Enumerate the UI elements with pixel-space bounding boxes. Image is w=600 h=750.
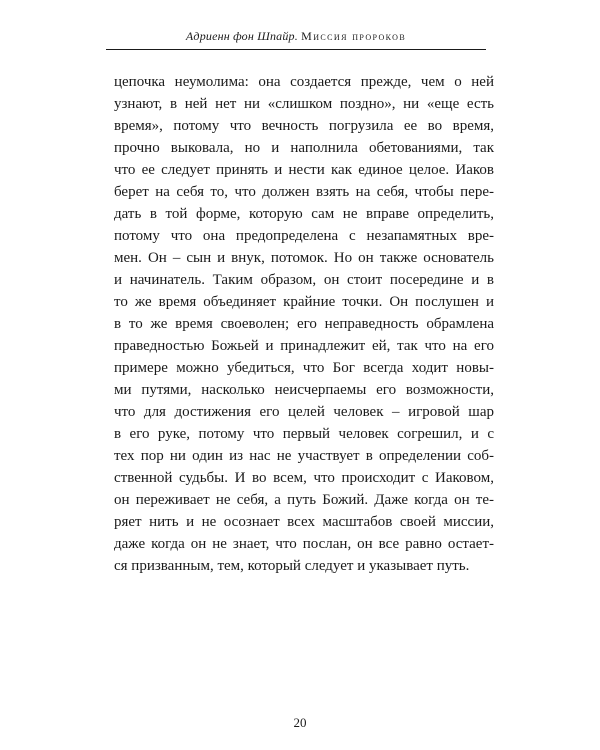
- text-line: прочно выковала, но и наполнила обетованиями, так: [114, 140, 494, 156]
- text-line: время», потому что вечность погрузила ее во время,: [114, 118, 494, 134]
- running-head-title: Миссия пророков: [301, 29, 407, 43]
- text-line: цепочка неумолима: она создается прежде, чем о ней: [114, 74, 494, 90]
- text-line: он переживает не себя, а путь Божий. Даже когда он те-: [114, 492, 494, 508]
- text-line: ряет нить и не осознает всех масштабов своей миссии,: [114, 514, 494, 530]
- text-line: и начинатель. Таким образом, он стоит посередине и в: [114, 272, 494, 288]
- text-line: праведностью Божьей и принадлежит ей, так что на его: [114, 338, 494, 354]
- text-line: в его руке, потому что первый человек согрешил, и с: [114, 426, 494, 442]
- text-line: то же время объединяет крайние точки. Он послушен и: [114, 294, 494, 310]
- page-number: 20: [293, 715, 307, 730]
- text-line: потому что она предопределена с незапамятных вре-: [114, 228, 494, 244]
- text-line: примере можно убедиться, что Бог всегда ходит новы-: [114, 360, 494, 376]
- text-line: ми путями, насколько неисчерпаемы его возможности,: [114, 382, 494, 398]
- text-line: ственной судьбы. И во всем, что происходит с Иаковом,: [114, 470, 494, 486]
- running-head: [106, 29, 486, 44]
- text-line: ся призванным, тем, который следует и указывает путь.: [114, 558, 470, 574]
- text-line: в то же время своеволен; его неправедность обрамлена: [114, 316, 494, 332]
- text-line: даже когда он не знает, что послан, он все равно остает-: [114, 536, 494, 552]
- text-line: узнают, в ней нет ни «слишком поздно», ни «еще есть: [114, 96, 494, 112]
- running-head-author: Адриенн фон Шпайр.: [185, 29, 298, 43]
- text-line: мен. Он – сын и внук, потомок. Но он также основатель: [114, 250, 494, 266]
- text-line: что ее следует принять и нести как единое целое. Иаков: [114, 162, 494, 178]
- text-line: дать в той форме, которую сам не вправе определить,: [114, 206, 494, 222]
- body-text: [114, 71, 494, 577]
- text-line: тех пор ни один из нас не участвует в определении соб-: [114, 448, 494, 464]
- text-line: что для достижения его целей человек – игровой шар: [114, 404, 494, 420]
- text-line: берет на себя то, что должен взять на себя, чтобы пере-: [114, 184, 494, 200]
- header-rule: [106, 49, 486, 50]
